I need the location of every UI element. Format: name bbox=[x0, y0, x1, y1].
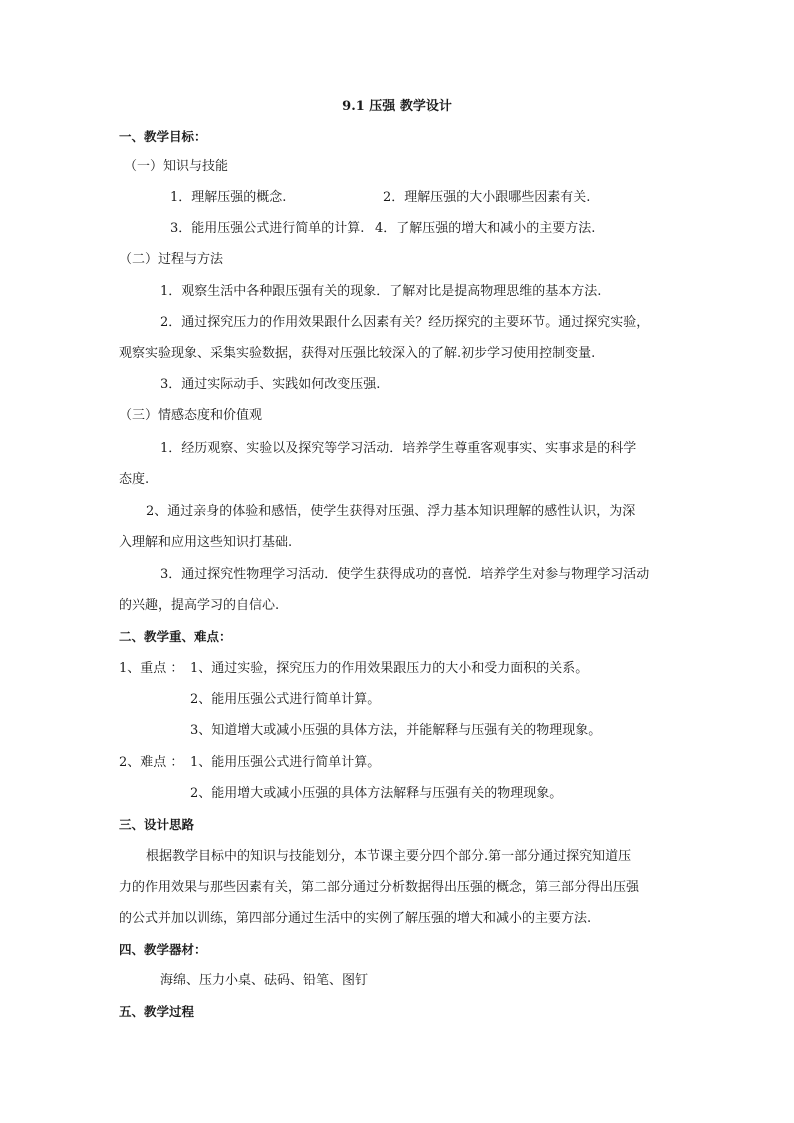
values-item-1-line-2: 态度. bbox=[119, 472, 150, 487]
knowledge-item-3: 3．能用压强公式进行简单的计算. bbox=[170, 221, 365, 236]
subsection-values-heading: （三）情感态度和价值观 bbox=[119, 408, 263, 423]
values-item-2-line-1: 2、通过亲身的体验和感悟，使学生获得对压强、浮力基本知识理解的感性认识，为深 bbox=[146, 504, 636, 519]
section-2-heading: 二、教学重、难点： bbox=[119, 629, 232, 644]
key-point-1: 1、通过实验，探究压力的作用效果跟压力的大小和受力面积的关系。 bbox=[190, 661, 589, 676]
key-points-label: 1、重点 ： bbox=[119, 661, 184, 676]
process-item-3: 3．通过实际动手、实践如何改变压强. bbox=[160, 377, 381, 392]
values-item-1-line-1: 1．经历观察、实验以及探究等学习活动．培养学生尊重客观事实、实事求是的科学 bbox=[160, 441, 637, 456]
values-item-3-line-1: 3．通过探究性物理学习活动．使学生获得成功的喜悦．培养学生对参与物理学习活动 bbox=[160, 567, 650, 582]
document-title: 9.1 压强 教学设计 bbox=[342, 99, 452, 114]
key-point-3: 3、知道增大或减小压强的具体方法，并能解释与压强有关的物理现象。 bbox=[190, 723, 602, 738]
process-item-1: 1．观察生活中各种跟压强有关的现象．了解对比是提高物理思维的基本方法. bbox=[160, 284, 602, 299]
equipment-list: 海绵、压力小桌、砝码、铅笔、图钉 bbox=[160, 973, 369, 988]
knowledge-item-4: 4．了解压强的增大和减小的主要方法. bbox=[375, 221, 596, 236]
process-item-2-line-1: 2．通过探究压力的作用效果跟什么因素有关？经历探究的主要环节。通过探究实验， bbox=[160, 315, 650, 330]
key-point-2: 2、能用压强公式进行简单计算。 bbox=[190, 692, 381, 707]
design-paragraph-line-3: 的公式并加以训练，第四部分通过生活中的实例了解压强的增大和减小的主要方法. bbox=[119, 911, 592, 926]
section-4-heading: 四、教学器材： bbox=[119, 942, 207, 957]
subsection-knowledge-heading: （一）知识与技能 bbox=[124, 159, 229, 174]
knowledge-item-1: 1．理解压强的概念. bbox=[170, 190, 287, 205]
design-paragraph-line-1: 根据教学目标中的知识与技能划分，本节课主要分四个部分.第一部分通过探究知道压 bbox=[146, 849, 632, 864]
subsection-process-heading: （二）过程与方法 bbox=[119, 252, 224, 267]
design-paragraph-line-2: 力的作用效果与那些因素有关，第二部分通过分析数据得出压强的概念，第三部分得出压强 bbox=[119, 880, 640, 895]
knowledge-item-2: 2．理解压强的大小跟哪些因素有关. bbox=[383, 190, 591, 205]
values-item-2-line-2: 入理解和应用这些知识打基础. bbox=[119, 535, 293, 550]
section-3-heading: 三、设计思路 bbox=[119, 817, 195, 832]
section-5-heading: 五、教学过程 bbox=[119, 1004, 195, 1019]
values-item-3-line-2: 的兴趣，提高学习的自信心. bbox=[119, 598, 280, 613]
difficult-point-1: 1、能用压强公式进行简单计算。 bbox=[190, 755, 381, 770]
section-1-heading: 一、教学目标： bbox=[119, 129, 207, 144]
process-item-2-line-2: 观察实验现象、采集实验数据，获得对压强比较深入的了解.初步学习使用控制变量. bbox=[119, 346, 596, 361]
difficult-point-2: 2、能用增大或减小压强的具体方法解释与压强有关的物理现象。 bbox=[190, 786, 563, 801]
difficult-points-label: 2、难点 ： bbox=[119, 755, 184, 770]
